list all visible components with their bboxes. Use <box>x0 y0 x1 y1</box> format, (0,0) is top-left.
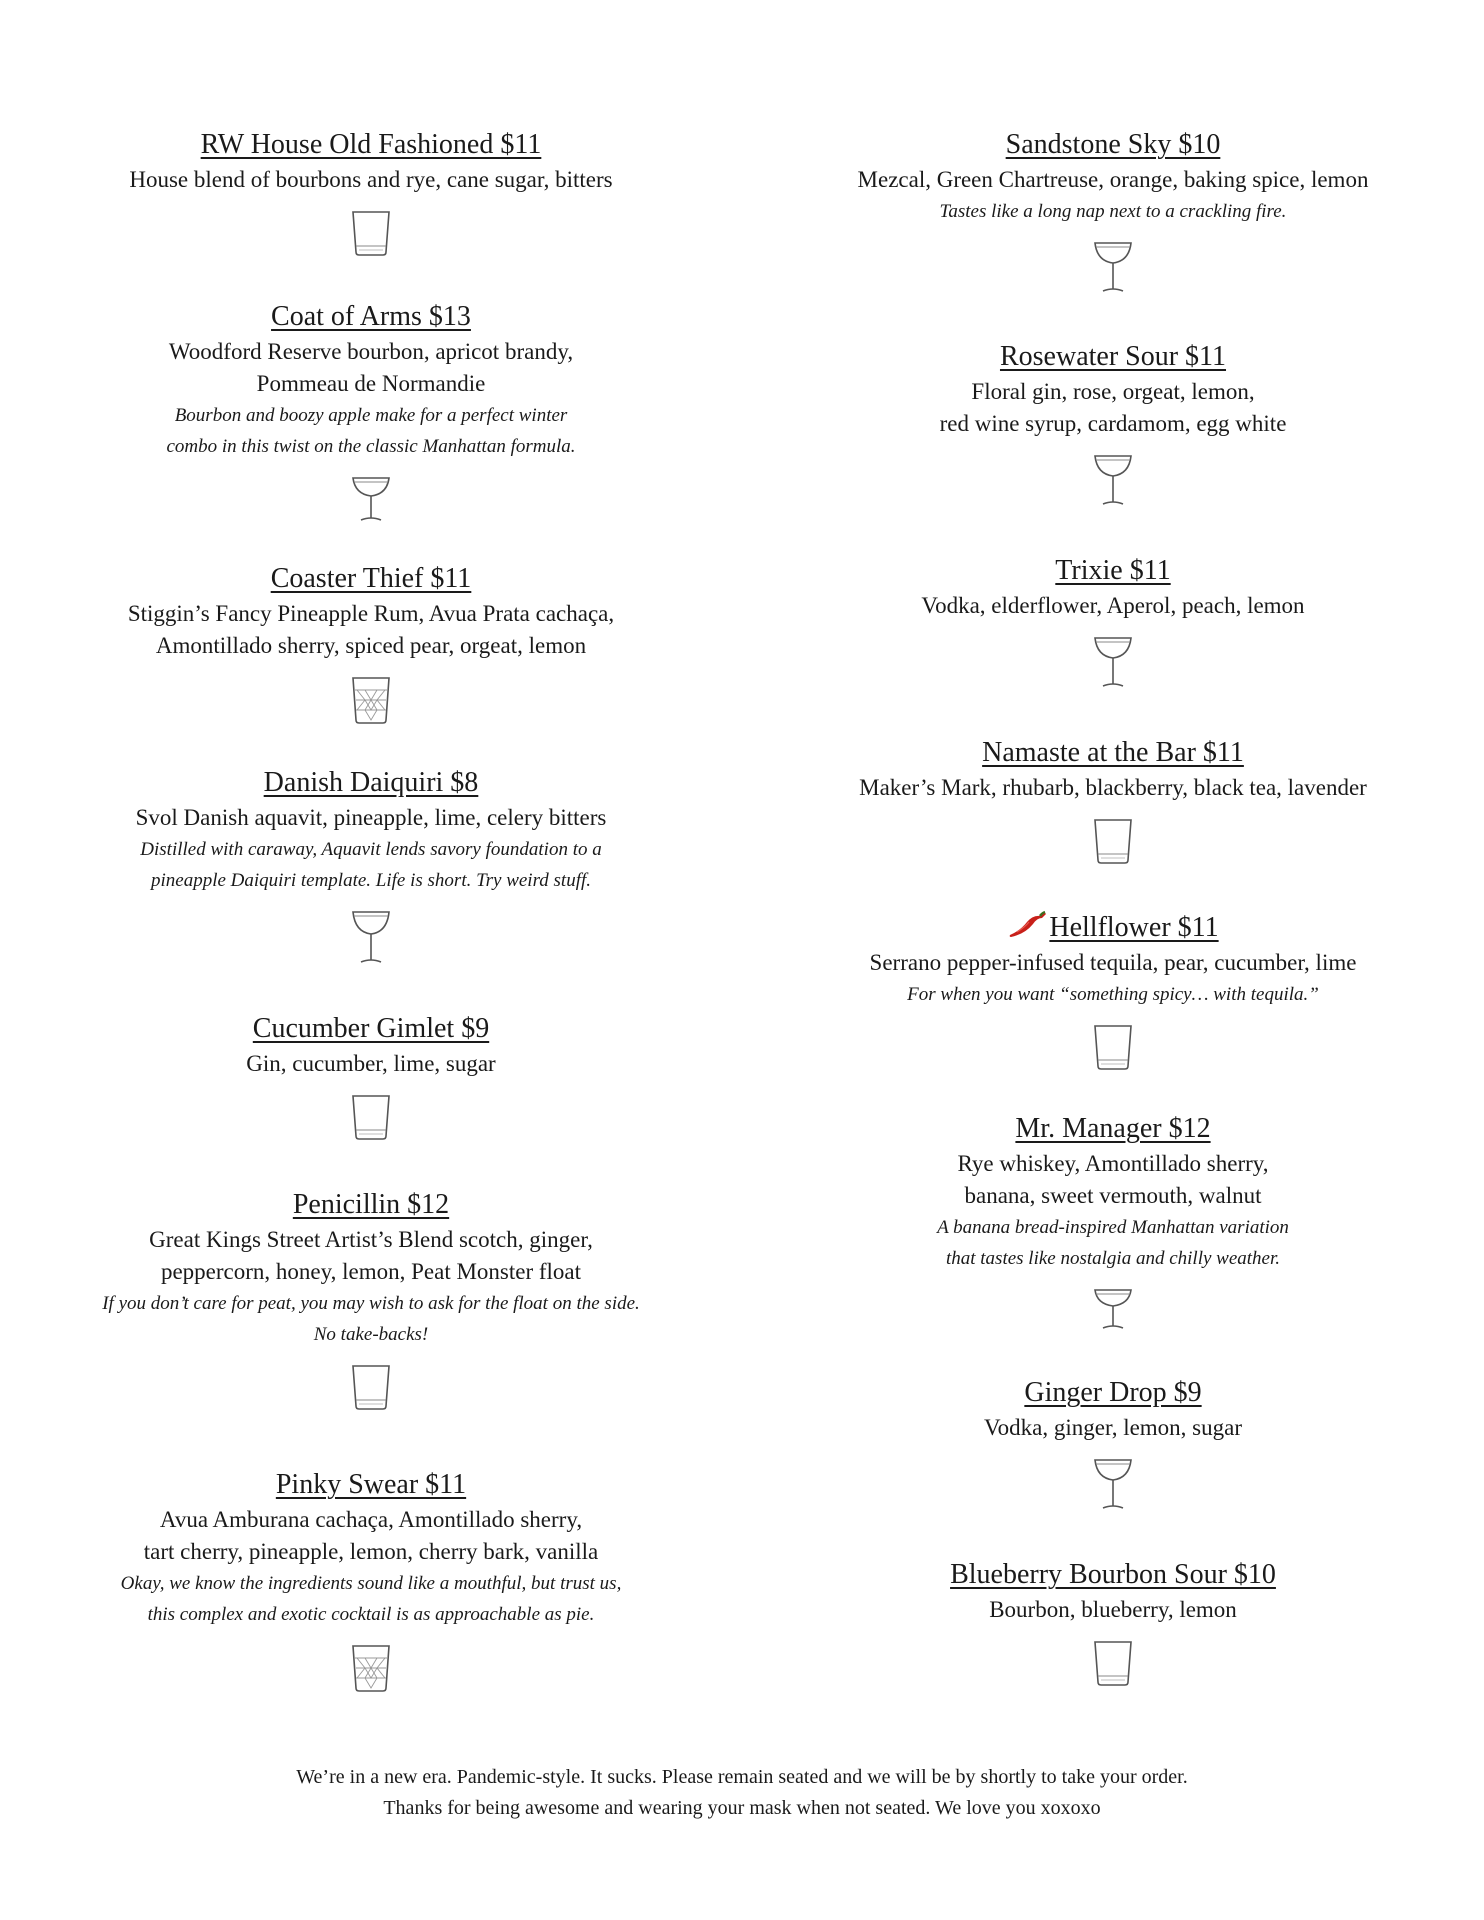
item-title: Mr. Manager $12 <box>1015 1113 1211 1144</box>
coupe-glass-icon <box>1091 239 1135 295</box>
footer-line: Thanks for being awesome and wearing your mask when not seated. We love you xoxoxo <box>383 1797 1101 1819</box>
menu-column-right <box>742 0 1484 1920</box>
item-ingredients: Vodka, elderflower, Aperol, peach, lemon <box>921 593 1305 618</box>
item-title: Coat of Arms $13 <box>271 301 471 332</box>
item-description: A banana bread-inspired Manhattan variation <box>937 1217 1289 1238</box>
item-title: Namaste at the Bar $11 <box>982 737 1244 768</box>
item-ingredients: Gin, cucumber, lime, sugar <box>246 1051 496 1076</box>
item-title: Coaster Thief $11 <box>270 563 472 594</box>
coupe-glass-icon <box>349 474 393 524</box>
menu-item <box>0 128 742 258</box>
cut-crystal-glass-icon <box>349 1642 393 1694</box>
coupe-glass-icon <box>1091 452 1135 508</box>
menu-item <box>0 766 742 966</box>
item-ingredients: Avua Amburana cachaça, Amontillado sherry, <box>159 1507 583 1532</box>
item-description: Bourbon and boozy apple make for a perfect winter <box>174 405 568 426</box>
item-description: Okay, we know the ingredients sound like a mouthful, but trust us, <box>120 1573 622 1594</box>
item-description: that tastes like nostalgia and chilly weather. <box>945 1248 1281 1269</box>
item-ingredients: Great Kings Street Artist’s Blend scotch, ginger, <box>149 1227 593 1252</box>
item-ingredients: Maker’s Mark, rhubarb, blackberry, black tea, lavender <box>859 775 1367 800</box>
item-ingredients: Floral gin, rose, orgeat, lemon, <box>971 379 1255 404</box>
menu-item <box>742 554 1484 690</box>
rocks-glass-icon <box>1091 1638 1135 1688</box>
coupe-glass-icon <box>1091 634 1135 690</box>
item-ingredients: Pommeau de Normandie <box>256 371 486 396</box>
item-title: Sandstone Sky $10 <box>1005 129 1221 160</box>
coupe-glass-icon <box>1091 1456 1135 1512</box>
item-title: Rosewater Sour $11 <box>999 341 1227 372</box>
item-ingredients: Amontillado sherry, spiced pear, orgeat, lemon <box>155 633 587 658</box>
item-ingredients: peppercorn, honey, lemon, Peat Monster float <box>160 1259 582 1284</box>
item-ingredients: Mezcal, Green Chartreuse, orange, baking spice, lemon <box>857 167 1369 192</box>
item-title: Pinky Swear $11 <box>275 1469 467 1500</box>
item-ingredients: banana, sweet vermouth, walnut <box>964 1183 1262 1208</box>
item-description: If you don’t care for peat, you may wish to ask for the float on the side. <box>102 1293 640 1314</box>
cut-crystal-glass-icon <box>349 674 393 726</box>
item-title: RW House Old Fashioned $11 <box>200 129 542 160</box>
footer-note <box>0 1762 1484 1824</box>
item-ingredients: Rye whiskey, Amontillado sherry, <box>957 1151 1269 1176</box>
item-description: Distilled with caraway, Aquavit lends savory foundation to a <box>140 839 602 860</box>
item-description: combo in this twist on the classic Manhattan formula. <box>166 436 576 457</box>
menu-item <box>742 910 1484 1072</box>
footer-line: We’re in a new era. Pandemic-style. It sucks. Please remain seated and we will be by shortly to take your order. <box>296 1766 1188 1788</box>
item-title: Ginger Drop $9 <box>1024 1377 1202 1408</box>
item-ingredients: red wine syrup, cardamom, egg white <box>939 411 1287 436</box>
chili-pepper-icon <box>1007 910 1047 940</box>
menu-item <box>0 300 742 524</box>
item-ingredients: House blend of bourbons and rye, cane sugar, bitters <box>129 167 613 192</box>
menu-item <box>0 1468 742 1694</box>
item-title <box>742 910 1484 945</box>
item-title: Trixie $11 <box>1055 555 1171 586</box>
menu-item <box>742 128 1484 295</box>
item-ingredients: Vodka, ginger, lemon, sugar <box>984 1415 1242 1440</box>
item-ingredients: Svol Danish aquavit, pineapple, lime, celery bitters <box>135 805 607 830</box>
menu-item <box>0 1012 742 1142</box>
item-title: Cucumber Gimlet $9 <box>252 1013 490 1044</box>
menu-item <box>742 340 1484 508</box>
item-description: For when you want “something spicy… with tequila.” <box>907 984 1319 1005</box>
menu-item <box>742 1112 1484 1332</box>
item-ingredients: tart cherry, pineapple, lemon, cherry bark, vanilla <box>143 1539 599 1564</box>
item-description: this complex and exotic cocktail is as approachable as pie. <box>147 1604 595 1625</box>
item-title: Danish Daiquiri $8 <box>263 767 479 798</box>
menu-item <box>0 1188 742 1412</box>
item-description: Tastes like a long nap next to a crackling fire. <box>939 201 1287 222</box>
item-description: No take-backs! <box>313 1324 429 1345</box>
rocks-glass-icon <box>1091 816 1135 866</box>
rocks-glass-icon <box>349 1362 393 1412</box>
coupe-glass-icon <box>1091 1286 1135 1332</box>
rocks-glass-icon <box>349 1092 393 1142</box>
coupe-glass-icon <box>349 908 393 966</box>
menu-item <box>742 1558 1484 1688</box>
rocks-glass-icon <box>349 208 393 258</box>
item-ingredients: Serrano pepper-infused tequila, pear, cucumber, lime <box>869 950 1357 975</box>
item-title: Blueberry Bourbon Sour $10 <box>950 1559 1276 1590</box>
item-ingredients: Stiggin’s Fancy Pineapple Rum, Avua Prata cachaça, <box>127 601 615 626</box>
menu-item <box>742 1376 1484 1512</box>
menu-item <box>742 736 1484 866</box>
item-title-text: Hellflower $11 <box>1049 912 1219 943</box>
item-ingredients: Bourbon, blueberry, lemon <box>989 1597 1237 1622</box>
item-ingredients: Woodford Reserve bourbon, apricot brandy, <box>168 339 574 364</box>
menu-item <box>0 562 742 726</box>
rocks-glass-icon <box>1091 1022 1135 1072</box>
item-title: Penicillin $12 <box>292 1189 450 1220</box>
item-description: pineapple Daiquiri template. Life is short. Try weird stuff. <box>151 870 591 891</box>
